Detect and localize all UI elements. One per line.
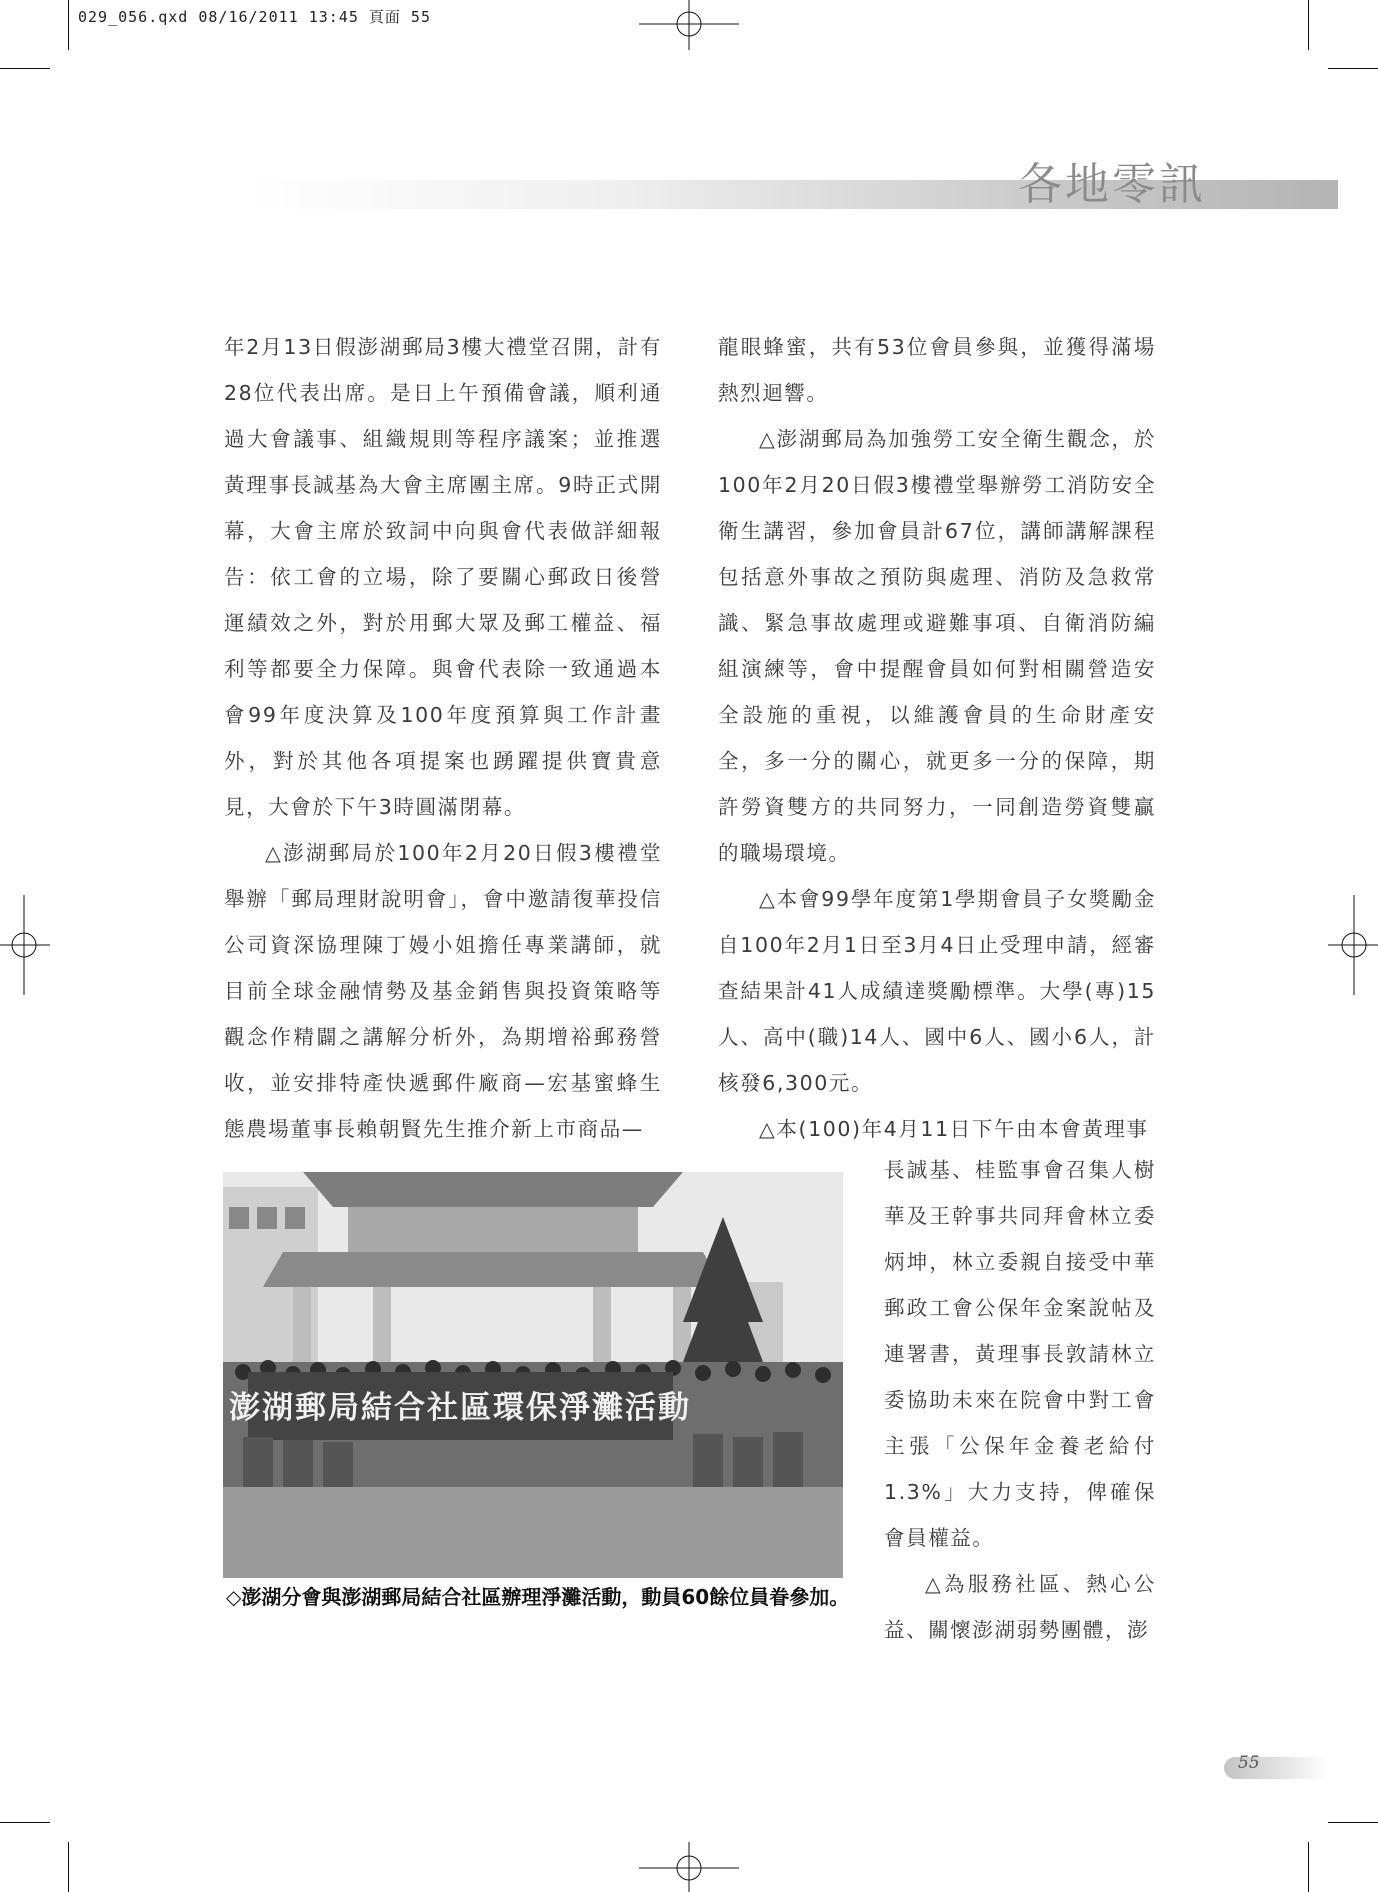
crop-mark-bottom-left-v bbox=[68, 1842, 69, 1892]
group-photo-illustration bbox=[223, 1172, 843, 1578]
crop-mark-bottom-right-v bbox=[1308, 1842, 1309, 1892]
article-column-right-narrow bbox=[884, 1147, 1156, 1653]
paragraph: 長誠基、桂監事會召集人樹華及王幹事共同拜會林立委炳坤，林立委親自接受中華郵政工會公保年金案說帖及連署書，黃理事長敦請林立委協助未來在院會中對工會主張「公保年金養老給付1.3%」大力支持，俾確保會員權益。 bbox=[884, 1158, 1156, 1550]
crop-mark-bottom-left-h bbox=[0, 1822, 50, 1823]
paragraph: △澎湖郵局為加強勞工安全衛生觀念，於100年2月20日假3樓禮堂舉辦勞工消防安全衛生講習，參加會員計67位，講師講解課程包括意外事故之預防與處理、消防及急救常識、緊急事故處理或避難事項、自衛消防編組演練等，會中提醒會員如何對相關營造安全設施的重視，以維護會員的生命財產安全，多一分的關心，就更多一分的保障，期許勞資雙方的共同努力，一同創造勞資雙贏的職場環境。 bbox=[718, 427, 1156, 865]
article-column-right bbox=[718, 324, 1156, 1152]
section-title: 各地零訊 bbox=[1018, 159, 1206, 210]
print-slug-line: 029_056.qxd 08/16/2011 13:45 頁面 55 bbox=[78, 8, 431, 26]
paragraph: △澎湖郵局於100年2月20日假3樓禮堂舉辦「郵局理財說明會」，會中邀請復華投信公司資深協理陳丁嫚小姐擔任專業講師，就目前全球金融情勢及基金銷售與投資策略等觀念作精闢之講解分析外，為期增裕郵務營收，並安排特產快遞郵件廠商—宏基蜜蜂生態農場董事長賴朝賢先生推介新上市商品— bbox=[224, 841, 662, 1141]
paragraph: 年2月13日假澎湖郵局3樓大禮堂召開，計有28位代表出席。是日上午預備會議，順利通過大會議事、組織規則等程序議案；並推選黃理事長誠基為大會主席團主席。9時正式開幕，大會主席於致詞中向與會代表做詳細報告：依工會的立場，除了要關心郵政日後營運績效之外，對於用郵大眾及郵工權益、福利等都要全力保障。與會代表除一致通過本會99年度決算及100年度預算與工作計畫外，對於其他各項提案也踴躍提供寶貴意見，大會於下午3時圓滿閉幕。 bbox=[224, 335, 662, 819]
registration-mark-top bbox=[639, 0, 739, 50]
crop-mark-top-left-v bbox=[68, 0, 69, 50]
registration-mark-right bbox=[1328, 895, 1378, 995]
paragraph: △本會99學年度第1學期會員子女獎勵金自100年2月1日至3月4日止受理申請，經審查結果計41人成績達獎勵標準。大學(專)15人、高中(職)14人、國中6人、國小6人，計核發6,300元。 bbox=[718, 887, 1156, 1095]
group-photo bbox=[223, 1172, 843, 1578]
crop-mark-bottom-right-h bbox=[1328, 1822, 1378, 1823]
crop-mark-top-left-h bbox=[0, 68, 50, 69]
paragraph: △本(100)年4月11日下午由本會黃理事 bbox=[759, 1117, 1149, 1141]
page-number: 55 bbox=[1238, 1753, 1260, 1773]
photo-banner-text: 澎湖郵局結合社區環保淨灘活動 bbox=[229, 1390, 691, 1426]
paragraph: 龍眼蜂蜜，共有53位會員參與，並獲得滿場熱烈迴響。 bbox=[718, 335, 1156, 405]
photo-caption: ◇澎湖分會與澎湖郵局結合社區辦理淨灘活動，動員60餘位員眷參加。 bbox=[226, 1585, 850, 1609]
crop-mark-top-right-h bbox=[1328, 68, 1378, 69]
article-column-left bbox=[224, 324, 662, 1152]
registration-mark-bottom bbox=[639, 1842, 739, 1892]
paragraph: △為服務社區、熱心公益、關懷澎湖弱勢團體，澎 bbox=[884, 1572, 1156, 1642]
crop-mark-top-right-v bbox=[1308, 0, 1309, 50]
registration-mark-left bbox=[0, 895, 50, 995]
